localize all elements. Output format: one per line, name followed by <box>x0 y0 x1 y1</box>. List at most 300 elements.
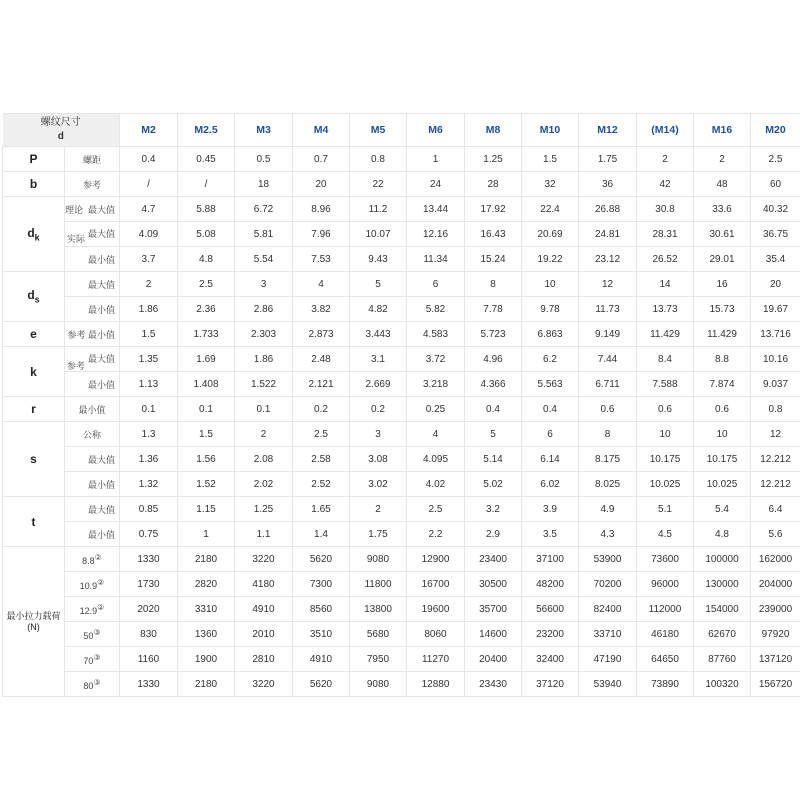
value-cell: 2.5 <box>407 497 465 522</box>
value-cell: 1.65 <box>293 497 350 522</box>
value-cell: 16700 <box>407 572 465 597</box>
value-cell: 6 <box>407 272 465 297</box>
value-cell: 11.429 <box>694 322 751 347</box>
value-cell: 4 <box>293 272 350 297</box>
row-dk-actual-min <box>3 247 800 272</box>
size-header: M4 <box>293 114 350 147</box>
value-cell: 23200 <box>522 622 579 647</box>
row-s-min <box>3 472 800 497</box>
label-max: 最大值 <box>65 447 120 472</box>
value-cell: 36.75 <box>751 222 800 247</box>
value-cell: 13800 <box>350 597 407 622</box>
value-cell: 0.6 <box>637 397 694 422</box>
param-ds <box>3 272 65 322</box>
value-cell: 239000 <box>751 597 800 622</box>
param-s: s <box>3 422 65 497</box>
label-max: 最大值 <box>88 204 116 215</box>
value-cell: 4910 <box>235 597 293 622</box>
size-header: M10 <box>522 114 579 147</box>
value-cell: 53940 <box>579 672 637 697</box>
label-max: 最大值 <box>87 229 115 239</box>
value-cell: 5.563 <box>522 372 579 397</box>
value-cell: 10.16 <box>751 347 800 372</box>
label-pitch: 螺距 <box>65 147 120 172</box>
value-cell: 28.31 <box>637 222 694 247</box>
value-cell: 5.08 <box>178 222 235 247</box>
value-cell: 16 <box>694 272 751 297</box>
value-cell: 10.07 <box>350 222 407 247</box>
footnote-mark: ③ <box>93 652 101 662</box>
value-cell: 2.121 <box>293 372 350 397</box>
value-cell: 0.4 <box>522 397 579 422</box>
value-cell: 9.78 <box>522 297 579 322</box>
value-cell: 5.1 <box>637 497 694 522</box>
value-cell: 2 <box>350 497 407 522</box>
row-dk-actual-max <box>3 222 800 247</box>
row-dk-theory-max <box>3 197 800 222</box>
row-load-grade <box>3 547 800 572</box>
value-cell: 1.15 <box>178 497 235 522</box>
value-cell: 3.1 <box>350 347 407 372</box>
value-cell: 22.4 <box>522 197 579 222</box>
value-cell: 23430 <box>465 672 522 697</box>
value-cell: 3.7 <box>120 247 178 272</box>
value-cell: 73600 <box>637 547 694 572</box>
value-cell: 2.02 <box>235 472 293 497</box>
label-max: 最大值 <box>65 497 120 522</box>
value-cell: 0.6 <box>579 397 637 422</box>
value-cell: 1.25 <box>465 147 522 172</box>
value-cell: 36 <box>579 172 637 197</box>
value-cell: 1330 <box>120 547 178 572</box>
value-cell: 1160 <box>120 647 178 672</box>
value-cell: 47190 <box>579 647 637 672</box>
value-cell: 0.4 <box>120 147 178 172</box>
value-cell: 73890 <box>637 672 694 697</box>
value-cell: 0.8 <box>350 147 407 172</box>
value-cell: 5 <box>465 422 522 447</box>
value-cell: 100000 <box>694 547 751 572</box>
value-cell: 1.5 <box>522 147 579 172</box>
value-cell: 26.52 <box>637 247 694 272</box>
value-cell: 2.2 <box>407 522 465 547</box>
value-cell: 2.9 <box>465 522 522 547</box>
value-cell: 48 <box>694 172 751 197</box>
value-cell: 17.92 <box>465 197 522 222</box>
size-header: M2.5 <box>178 114 235 147</box>
value-cell: 162000 <box>751 547 800 572</box>
value-cell: 10.175 <box>694 447 751 472</box>
value-cell: 156720 <box>751 672 800 697</box>
value-cell: 35.4 <box>751 247 800 272</box>
value-cell: 18 <box>235 172 293 197</box>
value-cell: / <box>178 172 235 197</box>
param-dk <box>3 197 65 272</box>
value-cell: 7.96 <box>293 222 350 247</box>
value-cell: 33710 <box>579 622 637 647</box>
value-cell: 4180 <box>235 572 293 597</box>
value-cell: 0.1 <box>235 397 293 422</box>
value-cell: 5.81 <box>235 222 293 247</box>
value-cell: 4.5 <box>637 522 694 547</box>
grade-value: 10.9 <box>79 580 98 591</box>
value-cell: 12.212 <box>751 447 800 472</box>
value-cell: 130000 <box>694 572 751 597</box>
value-cell: 4.96 <box>465 347 522 372</box>
grade-label <box>65 597 120 622</box>
value-cell: 2.5 <box>751 147 800 172</box>
label-actual-max <box>65 222 120 247</box>
value-cell: 14600 <box>465 622 522 647</box>
value-cell: 2.52 <box>293 472 350 497</box>
value-cell: 5620 <box>293 547 350 572</box>
param-ds-main: d <box>27 288 35 303</box>
value-cell: 2.873 <box>293 322 350 347</box>
value-cell: 16.43 <box>465 222 522 247</box>
value-cell: 82400 <box>579 597 637 622</box>
value-cell: 2.86 <box>235 297 293 322</box>
value-cell: 32400 <box>522 647 579 672</box>
value-cell: 1.5 <box>178 422 235 447</box>
row-s-max <box>3 447 800 472</box>
grade-value: 12.9 <box>79 605 98 616</box>
value-cell: 100320 <box>694 672 751 697</box>
value-cell: 2 <box>637 147 694 172</box>
value-cell: 26.88 <box>579 197 637 222</box>
value-cell: 7950 <box>350 647 407 672</box>
value-cell: 0.85 <box>120 497 178 522</box>
value-cell: 6.14 <box>522 447 579 472</box>
value-cell: 1.52 <box>178 472 235 497</box>
value-cell: 40.32 <box>751 197 800 222</box>
value-cell: 2020 <box>120 597 178 622</box>
value-cell: 64650 <box>637 647 694 672</box>
grade-label <box>65 622 120 647</box>
value-cell: 7.588 <box>637 372 694 397</box>
value-cell: 8.8 <box>694 347 751 372</box>
row-k-min <box>3 372 800 397</box>
footnote-mark: ③ <box>93 677 101 687</box>
value-cell: 1330 <box>120 672 178 697</box>
param-e: e <box>3 322 65 347</box>
value-cell: 4910 <box>293 647 350 672</box>
value-cell: 4.095 <box>407 447 465 472</box>
grade-value: 70 <box>83 655 94 666</box>
row-r <box>3 397 800 422</box>
value-cell: 30.8 <box>637 197 694 222</box>
label-min: 最小值 <box>65 372 120 397</box>
value-cell: 4.8 <box>178 247 235 272</box>
value-cell: 4 <box>407 422 465 447</box>
row-b <box>3 172 800 197</box>
value-cell: 1730 <box>120 572 178 597</box>
grade-value: 8.8 <box>82 555 95 566</box>
grade-label <box>65 572 120 597</box>
label-actual: 实际 <box>67 234 86 244</box>
value-cell: 12 <box>579 272 637 297</box>
value-cell: 7.53 <box>293 247 350 272</box>
value-cell: 14 <box>637 272 694 297</box>
row-ds-min <box>3 297 800 322</box>
value-cell: 3.2 <box>465 497 522 522</box>
value-cell: 8060 <box>407 622 465 647</box>
value-cell: 33.6 <box>694 197 751 222</box>
value-cell: 8.025 <box>579 472 637 497</box>
value-cell: 10 <box>637 422 694 447</box>
row-load-grade <box>3 572 800 597</box>
value-cell: 9080 <box>350 672 407 697</box>
value-cell: 11.429 <box>637 322 694 347</box>
value-cell: 1 <box>178 522 235 547</box>
size-header: M20 <box>751 114 800 147</box>
value-cell: 10.025 <box>637 472 694 497</box>
value-cell: 12.212 <box>751 472 800 497</box>
value-cell: 7300 <box>293 572 350 597</box>
value-cell: 30500 <box>465 572 522 597</box>
value-cell: 1.5 <box>120 322 178 347</box>
grade-label <box>65 547 120 572</box>
size-header: M3 <box>235 114 293 147</box>
value-cell: 13.44 <box>407 197 465 222</box>
value-cell: 1.1 <box>235 522 293 547</box>
value-cell: 2 <box>120 272 178 297</box>
value-cell: 5.723 <box>465 322 522 347</box>
value-cell: 1.86 <box>120 297 178 322</box>
value-cell: 24.81 <box>579 222 637 247</box>
label-ref-min: 参考 最小值 <box>65 322 120 347</box>
value-cell: 2810 <box>235 647 293 672</box>
corner-title: 螺纹尺寸 <box>40 117 81 128</box>
value-cell: 8.96 <box>293 197 350 222</box>
size-header: M5 <box>350 114 407 147</box>
value-cell: 1.3 <box>120 422 178 447</box>
label-ref: 参考 <box>65 172 120 197</box>
row-load-grade <box>3 647 800 672</box>
value-cell: 97920 <box>751 622 800 647</box>
value-cell: 2 <box>235 422 293 447</box>
param-k: k <box>3 347 65 397</box>
footnote-mark: ② <box>97 577 105 587</box>
row-e <box>3 322 800 347</box>
value-cell: 1.86 <box>235 347 293 372</box>
value-cell: 0.2 <box>293 397 350 422</box>
value-cell: 2.5 <box>178 272 235 297</box>
value-cell: 0.25 <box>407 397 465 422</box>
value-cell: 28 <box>465 172 522 197</box>
value-cell: 0.2 <box>350 397 407 422</box>
value-cell: 8.175 <box>579 447 637 472</box>
specification-table <box>2 113 800 697</box>
value-cell: 1.75 <box>350 522 407 547</box>
value-cell: 7.44 <box>579 347 637 372</box>
value-cell: 1.69 <box>178 347 235 372</box>
value-cell: 15.24 <box>465 247 522 272</box>
value-cell: 56600 <box>522 597 579 622</box>
value-cell: 1.13 <box>120 372 178 397</box>
value-cell: 30.61 <box>694 222 751 247</box>
value-cell: 37100 <box>522 547 579 572</box>
value-cell: 24 <box>407 172 465 197</box>
row-t-max <box>3 497 800 522</box>
value-cell: 1.408 <box>178 372 235 397</box>
row-t-min <box>3 522 800 547</box>
value-cell: / <box>120 172 178 197</box>
value-cell: 1.25 <box>235 497 293 522</box>
param-min-tensile-load: 最小拉力载荷(N) <box>3 547 65 697</box>
value-cell: 53900 <box>579 547 637 572</box>
value-cell: 1.75 <box>579 147 637 172</box>
label-min: 最小值 <box>65 297 120 322</box>
value-cell: 12880 <box>407 672 465 697</box>
label-min: 最小值 <box>65 522 120 547</box>
value-cell: 4.7 <box>120 197 178 222</box>
value-cell: 1.35 <box>120 347 178 372</box>
value-cell: 62670 <box>694 622 751 647</box>
value-cell: 6.711 <box>579 372 637 397</box>
value-cell: 9080 <box>350 547 407 572</box>
value-cell: 3.9 <box>522 497 579 522</box>
value-cell: 19.22 <box>522 247 579 272</box>
value-cell: 0.75 <box>120 522 178 547</box>
value-cell: 11.73 <box>579 297 637 322</box>
value-cell: 0.4 <box>465 397 522 422</box>
value-cell: 23.12 <box>579 247 637 272</box>
value-cell: 6.2 <box>522 347 579 372</box>
value-cell: 1.4 <box>293 522 350 547</box>
value-cell: 0.8 <box>751 397 800 422</box>
value-cell: 19600 <box>407 597 465 622</box>
param-t: t <box>3 497 65 547</box>
value-cell: 11800 <box>350 572 407 597</box>
value-cell: 3.443 <box>350 322 407 347</box>
row-load-grade <box>3 622 800 647</box>
value-cell: 37120 <box>522 672 579 697</box>
label-min: 最小值 <box>65 247 120 272</box>
value-cell: 35700 <box>465 597 522 622</box>
value-cell: 3310 <box>178 597 235 622</box>
value-cell: 4.366 <box>465 372 522 397</box>
value-cell: 3220 <box>235 547 293 572</box>
value-cell: 3.218 <box>407 372 465 397</box>
row-s-nom <box>3 422 800 447</box>
value-cell: 10.025 <box>694 472 751 497</box>
value-cell: 11.2 <box>350 197 407 222</box>
value-cell: 6.02 <box>522 472 579 497</box>
value-cell: 20.69 <box>522 222 579 247</box>
row-ds-max <box>3 272 800 297</box>
value-cell: 4.3 <box>579 522 637 547</box>
value-cell: 12900 <box>407 547 465 572</box>
param-ds-sub: s <box>34 294 40 305</box>
value-cell: 1900 <box>178 647 235 672</box>
value-cell: 12.16 <box>407 222 465 247</box>
value-cell: 137120 <box>751 647 800 672</box>
value-cell: 1 <box>407 147 465 172</box>
value-cell: 15.73 <box>694 297 751 322</box>
value-cell: 96000 <box>637 572 694 597</box>
param-dk-sub: k <box>34 232 40 243</box>
label-ref-max <box>65 347 120 372</box>
value-cell: 3510 <box>293 622 350 647</box>
label-max: 最大值 <box>87 354 115 364</box>
value-cell: 8 <box>579 422 637 447</box>
value-cell: 154000 <box>694 597 751 622</box>
value-cell: 6 <box>522 422 579 447</box>
value-cell: 10 <box>694 422 751 447</box>
value-cell: 9.149 <box>579 322 637 347</box>
value-cell: 5.6 <box>751 522 800 547</box>
value-cell: 60 <box>751 172 800 197</box>
value-cell: 29.01 <box>694 247 751 272</box>
value-cell: 830 <box>120 622 178 647</box>
value-cell: 3.08 <box>350 447 407 472</box>
label-theory-max <box>65 197 120 222</box>
value-cell: 2.48 <box>293 347 350 372</box>
footnote-mark: ③ <box>93 627 101 637</box>
value-cell: 22 <box>350 172 407 197</box>
row-load-grade <box>3 597 800 622</box>
label-min: 最小值 <box>65 472 120 497</box>
value-cell: 2 <box>694 147 751 172</box>
value-cell: 11.34 <box>407 247 465 272</box>
value-cell: 2180 <box>178 672 235 697</box>
row-load-grade <box>3 672 800 697</box>
param-b: b <box>3 172 65 197</box>
value-cell: 2.36 <box>178 297 235 322</box>
param-dk-main: d <box>27 225 35 240</box>
value-cell: 32 <box>522 172 579 197</box>
value-cell: 2.303 <box>235 322 293 347</box>
value-cell: 4.09 <box>120 222 178 247</box>
value-cell: 4.583 <box>407 322 465 347</box>
value-cell: 6.4 <box>751 497 800 522</box>
value-cell: 42 <box>637 172 694 197</box>
value-cell: 5620 <box>293 672 350 697</box>
label-max: 最大值 <box>65 272 120 297</box>
value-cell: 3 <box>235 272 293 297</box>
value-cell: 8.4 <box>637 347 694 372</box>
value-cell: 5.14 <box>465 447 522 472</box>
value-cell: 5.82 <box>407 297 465 322</box>
value-cell: 0.7 <box>293 147 350 172</box>
row-k-max <box>3 347 800 372</box>
value-cell: 6.72 <box>235 197 293 222</box>
value-cell: 0.1 <box>120 397 178 422</box>
value-cell: 3.82 <box>293 297 350 322</box>
grade-value: 80 <box>83 680 94 691</box>
value-cell: 1.36 <box>120 447 178 472</box>
value-cell: 5.88 <box>178 197 235 222</box>
value-cell: 1360 <box>178 622 235 647</box>
size-header: (M14) <box>637 114 694 147</box>
value-cell: 2.08 <box>235 447 293 472</box>
value-cell: 0.1 <box>178 397 235 422</box>
value-cell: 5680 <box>350 622 407 647</box>
value-cell: 2.58 <box>293 447 350 472</box>
value-cell: 2180 <box>178 547 235 572</box>
value-cell: 10.175 <box>637 447 694 472</box>
value-cell: 1.522 <box>235 372 293 397</box>
value-cell: 3.02 <box>350 472 407 497</box>
label-theory: 理论 <box>65 204 84 215</box>
value-cell: 3 <box>350 422 407 447</box>
value-cell: 2820 <box>178 572 235 597</box>
value-cell: 0.6 <box>694 397 751 422</box>
size-header: M8 <box>465 114 522 147</box>
param-r: r <box>3 397 65 422</box>
label-nominal: 公称 <box>65 422 120 447</box>
value-cell: 7.874 <box>694 372 751 397</box>
